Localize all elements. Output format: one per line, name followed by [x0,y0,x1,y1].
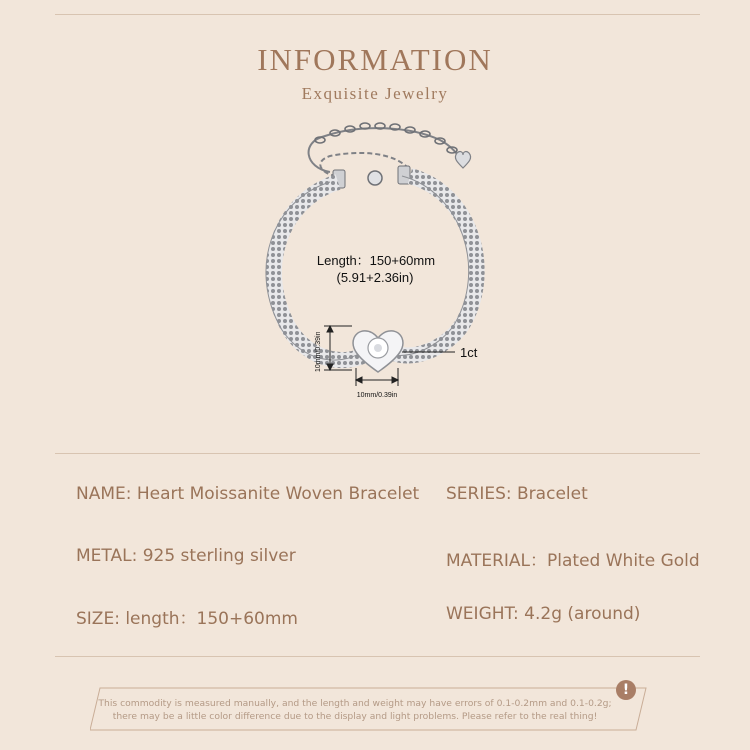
disclaimer-text [90,697,620,723]
heart-tag [455,152,470,168]
middle-divider [55,453,700,454]
end-cap-right [398,166,410,184]
spec-material: MATERIAL：Plated White Gold [446,551,700,571]
spec-name: NAME: Heart Moissanite Woven Bracelet [76,484,420,504]
length-label: Length：150+60mm [316,253,436,268]
width-dimension-label: 10mm/0.39in [356,392,398,399]
disclaimer-line-2: there may be a little color difference due to the display and light problems. Please refer to the real thing! [112,711,598,722]
spec-metal: METAL: 925 sterling silver [76,546,296,566]
spec-size: SIZE: length：150+60mm [76,609,298,629]
disclaimer-banner [90,682,650,732]
page-title: INFORMATION [257,42,493,77]
woven-band [274,176,477,360]
warning-icon: ! [616,680,636,700]
top-divider [55,14,700,15]
spec-weight: WEIGHT: 4.2g (around) [446,604,641,624]
height-dimension-label: 10mm/0.39in [315,331,322,372]
length-label-inches: (5.91+2.36in) [336,270,414,285]
carat-label: 1ct [460,345,478,360]
spec-series: SERIES: Bracelet [446,484,588,504]
heart-pendant [353,331,403,372]
disclaimer-line-1: This commodity is measured manually, and the length and weight may have errors of 0.1-0.2mm and 0.1-0.2g; [98,698,612,709]
bottom-divider [55,656,700,657]
bracelet-image [0,115,750,435]
page-subtitle: Exquisite Jewelry [301,84,449,103]
lobster-clasp [368,171,382,185]
